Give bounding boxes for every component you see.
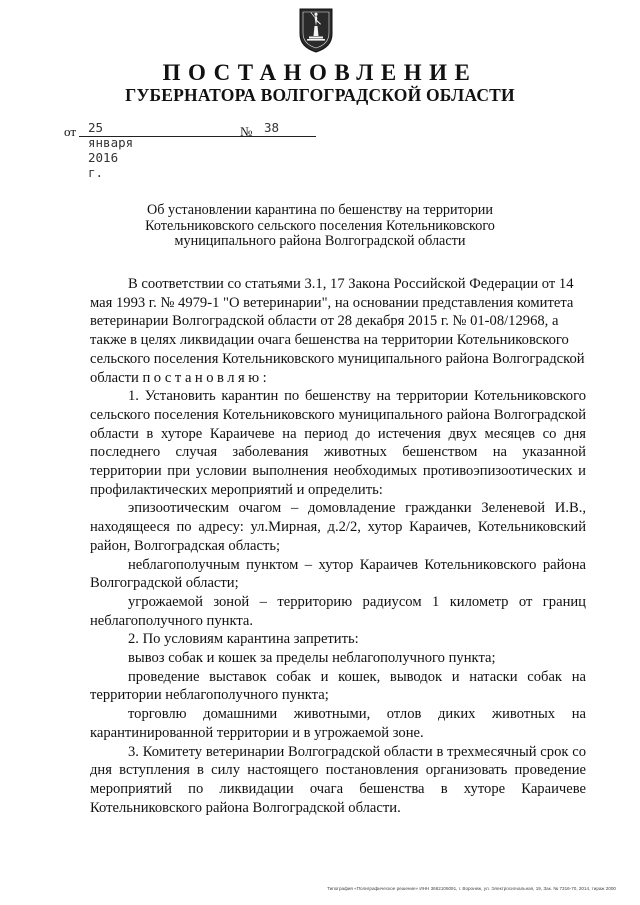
clause-1-threatened-zone: угрожаемой зоной – территорию радиусом 1 километр от границ неблагополучного пункта. bbox=[90, 593, 586, 629]
number-underline bbox=[259, 136, 316, 137]
document-title: Об установлении карантина по бешенству на территории Котельниковского сельского поселения Котельниковского муниципального района Волгоградской области bbox=[145, 202, 495, 249]
document-body bbox=[90, 275, 586, 817]
clause-2-export-ban: вывоз собак и кошек за пределы неблагополучного пункта; bbox=[128, 650, 496, 667]
number-value: 38 bbox=[264, 120, 280, 135]
clause-2-exhibition-ban: проведение выставок собак и кошек, выводок и натаски собак на территории неблагополучного пункта; bbox=[90, 668, 586, 704]
preamble-text: В соответствии со статьями 3.1, 17 Закона Российской Федерации от 14 мая 1993 г. № 4979-1 "О ветеринарии", на основании представления комитета ветеринарии Волгоградской области от 28 декабря 2015 г. № 01-08/12968, а также в целях ликвидации очага бешенства на территории Котельниковского сельского поселения Котельниковского муниципального района Волгоградской области bbox=[90, 276, 585, 386]
clause-3: 3. Комитету ветеринарии Волгоградской области в трехмесячный срок со дня вступления в силу настоящего постановления организовать проведение мероприятий по ликвидации очага бешенства в хуторе Караичеве Котельниковского района Волгоградской области. bbox=[90, 743, 586, 816]
clause-1-epizootic-focus: эпизоотическим очагом – домовладение гражданки Зеленевой И.В., находящееся по адресу: ул.Мирная, д.2/2, хутор Караичев, Котельниковский район, Волгоградская область; bbox=[90, 500, 586, 554]
date-prefix: от bbox=[64, 124, 77, 139]
clause-2-trade-ban: торговлю домашними животными, отлов диких животных на карантинированной территории и в угрожаемой зоне. bbox=[90, 706, 586, 741]
printer-imprint: Типография «Полиграфическое решение» ИНН 3662106091, г. Воронеж, ул. Электросигнальная, 19, Зак. № 7316-70, 2014, тираж 2000 bbox=[327, 886, 616, 891]
preamble-paragraph bbox=[90, 275, 586, 387]
decree-word: постановляю: bbox=[142, 369, 271, 386]
volgograd-coat-of-arms-icon bbox=[297, 6, 335, 54]
clause-2: 2. По условиям карантина запретить: bbox=[128, 631, 359, 648]
date-value: 25 января 2016 г. bbox=[88, 120, 134, 180]
issuer-heading: ГУБЕРНАТОРА ВОЛГОГРАДСКОЙ ОБЛАСТИ bbox=[125, 85, 515, 105]
number-prefix: № bbox=[240, 124, 253, 139]
clause-1-infected-locality: неблагополучным пунктом – хутор Караичев Котельниковского района Волгоградской области; bbox=[90, 556, 586, 592]
clause-1: 1. Установить карантин по бешенству на территории Котельниковского сельского поселения Котельниковского муниципального района Волгоградской области в хуторе Караичеве на период до истечения двух месяцев со дня последнего случая заболевания животных бешенством на указанной территории при условии выполнения необходимых противоэпизоотических и профилактических мероприятий и определить: bbox=[90, 388, 586, 498]
document-type-heading: ПОСТАНОВЛЕНИЕ bbox=[162, 60, 478, 85]
